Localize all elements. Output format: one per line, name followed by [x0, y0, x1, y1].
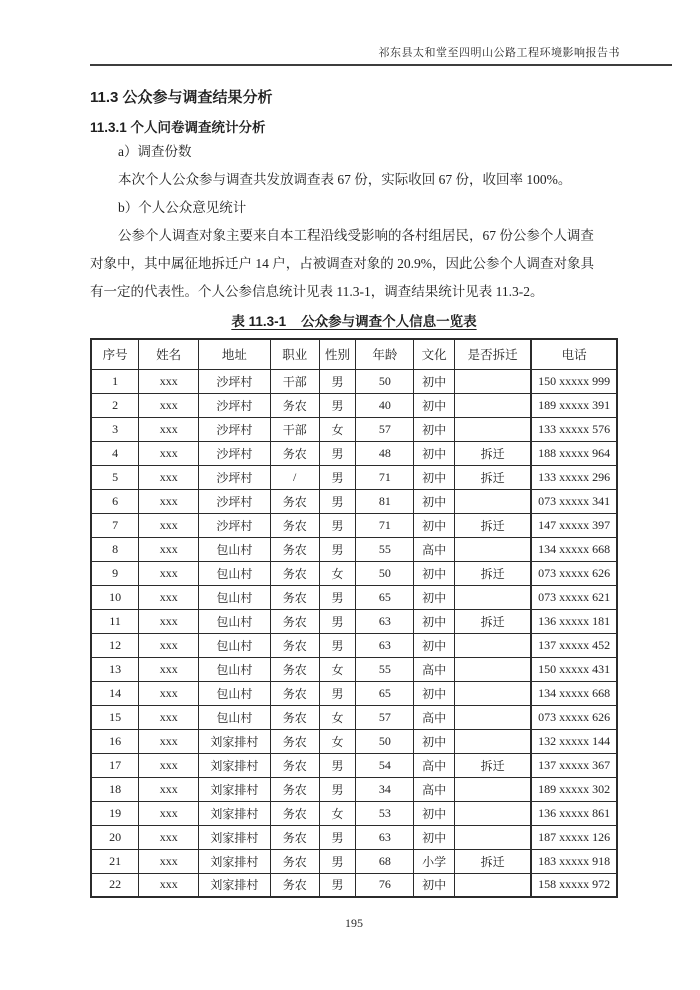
table-cell — [455, 393, 532, 417]
table-cell: 55 — [356, 657, 414, 681]
table-cell: 137 xxxxx 367 — [531, 753, 617, 777]
table-cell: 65 — [356, 681, 414, 705]
table-cell: 务农 — [270, 633, 319, 657]
table-cell: 初中 — [414, 393, 455, 417]
table-cell: 21 — [91, 849, 139, 873]
table-cell: 小学 — [414, 849, 455, 873]
table-cell: 高中 — [414, 657, 455, 681]
list-item-b: b）个人公众意见统计 — [118, 200, 247, 215]
table-cell: 高中 — [414, 705, 455, 729]
table-cell: 务农 — [270, 489, 319, 513]
table-cell: 5 — [91, 465, 139, 489]
table-row — [91, 801, 617, 825]
table-cell: 务农 — [270, 873, 319, 897]
table-cell: 务农 — [270, 729, 319, 753]
table-cell: 拆迁 — [455, 465, 532, 489]
table-cell: 9 — [91, 561, 139, 585]
table-cell: 63 — [356, 825, 414, 849]
table-cell: xxx — [139, 849, 199, 873]
table-cell: 71 — [356, 513, 414, 537]
table-cell: 13 — [91, 657, 139, 681]
table-cell — [455, 369, 532, 393]
table-cell: 136 xxxxx 861 — [531, 801, 617, 825]
table-cell: xxx — [139, 585, 199, 609]
table-cell: 11 — [91, 609, 139, 633]
table-cell: 男 — [319, 777, 356, 801]
paragraph-line: 有一定的代表性。个人公参信息统计见表 11.3-1，调查结果统计见表 11.3-2。 — [90, 284, 544, 299]
table-cell: 初中 — [414, 561, 455, 585]
table-row — [91, 873, 617, 897]
column-header: 姓名 — [139, 339, 199, 369]
table-cell: 188 xxxxx 964 — [531, 441, 617, 465]
table-cell: xxx — [139, 417, 199, 441]
table-cell: 干部 — [270, 417, 319, 441]
running-header-title: 祁东县太和堂至四明山公路工程环境影响报告书 — [378, 47, 620, 59]
table-cell: 初中 — [414, 369, 455, 393]
table-row — [91, 849, 617, 873]
table-cell: 7 — [91, 513, 139, 537]
table-row — [91, 489, 617, 513]
table-cell: 干部 — [270, 369, 319, 393]
table-cell — [455, 489, 532, 513]
table-cell: 拆迁 — [455, 849, 532, 873]
table-cell: 男 — [319, 393, 356, 417]
table-cell: 63 — [356, 609, 414, 633]
table-cell: 073 xxxxx 621 — [531, 585, 617, 609]
table-cell: 刘家排村 — [199, 729, 271, 753]
table-cell: 拆迁 — [455, 609, 532, 633]
table-cell: 17 — [91, 753, 139, 777]
table-row — [91, 633, 617, 657]
table-body — [91, 369, 617, 897]
table-cell: 女 — [319, 561, 356, 585]
table-cell: xxx — [139, 465, 199, 489]
table-cell: xxx — [139, 825, 199, 849]
table-cell: 3 — [91, 417, 139, 441]
table-cell: 务农 — [270, 681, 319, 705]
table-cell: 务农 — [270, 825, 319, 849]
table-cell: 073 xxxxx 626 — [531, 705, 617, 729]
table-cell: 拆迁 — [455, 513, 532, 537]
table-cell: xxx — [139, 513, 199, 537]
table-header-row — [91, 339, 617, 369]
table-row — [91, 777, 617, 801]
column-header: 文化 — [414, 339, 455, 369]
table-cell: 刘家排村 — [199, 873, 271, 897]
table-cell: 初中 — [414, 585, 455, 609]
survey-table — [90, 338, 618, 898]
column-header: 地址 — [199, 339, 271, 369]
table-cell: 81 — [356, 489, 414, 513]
table-cell: 初中 — [414, 801, 455, 825]
table-cell: 初中 — [414, 465, 455, 489]
table-cell: 女 — [319, 657, 356, 681]
table-row — [91, 441, 617, 465]
table-cell: 男 — [319, 633, 356, 657]
table-cell: 40 — [356, 393, 414, 417]
table-cell: 16 — [91, 729, 139, 753]
table-cell: 6 — [91, 489, 139, 513]
table-cell: 沙坪村 — [199, 441, 271, 465]
table-cell: xxx — [139, 753, 199, 777]
table-cell: 073 xxxxx 626 — [531, 561, 617, 585]
table-cell — [455, 585, 532, 609]
table-cell: 初中 — [414, 633, 455, 657]
table-cell: 136 xxxxx 181 — [531, 609, 617, 633]
list-item-a: a）调查份数 — [118, 144, 192, 159]
table-row — [91, 465, 617, 489]
table-cell — [455, 681, 532, 705]
table-cell: xxx — [139, 441, 199, 465]
table-cell: 包山村 — [199, 561, 271, 585]
table-cell: 50 — [356, 729, 414, 753]
table-cell: 沙坪村 — [199, 489, 271, 513]
table-cell: 初中 — [414, 609, 455, 633]
table-cell: 包山村 — [199, 657, 271, 681]
intro-sentence: 本次个人公众参与调查共发放调查表 67 份，实际收回 67 份，收回率 100%。 — [118, 172, 572, 187]
table-row — [91, 537, 617, 561]
table-cell: 50 — [356, 561, 414, 585]
table-cell: 初中 — [414, 441, 455, 465]
table-cell: 包山村 — [199, 609, 271, 633]
table-cell: 务农 — [270, 609, 319, 633]
table-cell: 1 — [91, 369, 139, 393]
column-header: 年龄 — [356, 339, 414, 369]
subsection-heading: 11.3.1 个人问卷调查统计分析 — [90, 120, 266, 135]
table-cell: 沙坪村 — [199, 417, 271, 441]
table-cell: 拆迁 — [455, 561, 532, 585]
table-cell: xxx — [139, 801, 199, 825]
table-cell: / — [270, 465, 319, 489]
table-cell — [455, 729, 532, 753]
table-row — [91, 369, 617, 393]
analysis-paragraph — [90, 222, 618, 306]
table-row — [91, 417, 617, 441]
table-cell: xxx — [139, 633, 199, 657]
table-cell: 务农 — [270, 441, 319, 465]
table-cell: 沙坪村 — [199, 369, 271, 393]
table-cell: 初中 — [414, 417, 455, 441]
column-header: 电话 — [531, 339, 617, 369]
column-header: 是否拆迁 — [455, 339, 532, 369]
running-header — [90, 46, 672, 66]
table-cell: 50 — [356, 369, 414, 393]
table-cell — [455, 417, 532, 441]
table-cell: 初中 — [414, 873, 455, 897]
table-cell: 拆迁 — [455, 753, 532, 777]
table-row — [91, 609, 617, 633]
column-header: 性别 — [319, 339, 356, 369]
table-cell: 4 — [91, 441, 139, 465]
table-cell — [455, 705, 532, 729]
table-cell: 刘家排村 — [199, 825, 271, 849]
table-cell: 务农 — [270, 777, 319, 801]
table-row — [91, 513, 617, 537]
table-cell: 男 — [319, 537, 356, 561]
table-cell: 男 — [319, 585, 356, 609]
table-cell: xxx — [139, 729, 199, 753]
table-cell: 2 — [91, 393, 139, 417]
table-cell: 150 xxxxx 999 — [531, 369, 617, 393]
table-cell: 刘家排村 — [199, 753, 271, 777]
table-cell: 133 xxxxx 296 — [531, 465, 617, 489]
table-cell: 10 — [91, 585, 139, 609]
table-cell: 48 — [356, 441, 414, 465]
table-cell: xxx — [139, 681, 199, 705]
column-header: 序号 — [91, 339, 139, 369]
table-cell: 男 — [319, 825, 356, 849]
table-cell: 147 xxxxx 397 — [531, 513, 617, 537]
table-cell: 男 — [319, 489, 356, 513]
table-cell: 55 — [356, 537, 414, 561]
table-row — [91, 753, 617, 777]
paragraph-line: 公参个人调查对象主要来自本工程沿线受影响的各村组居民，67 份公参个人调查 — [118, 228, 594, 243]
table-cell: 务农 — [270, 657, 319, 681]
table-cell: 务农 — [270, 513, 319, 537]
table-cell: 女 — [319, 417, 356, 441]
table-row — [91, 657, 617, 681]
table-cell: 包山村 — [199, 633, 271, 657]
table-cell: 沙坪村 — [199, 513, 271, 537]
table-cell: 男 — [319, 513, 356, 537]
table-caption-text: 表 11.3-1 公众参与调查个人信息一览表 — [231, 314, 477, 329]
table-row — [91, 825, 617, 849]
paragraph-line: 对象中，其中属征地拆迁户 14 户，占被调查对象的 20.9%，因此公参个人调查对象具 — [90, 256, 594, 271]
table-cell: 34 — [356, 777, 414, 801]
table-row — [91, 585, 617, 609]
table-cell: 初中 — [414, 489, 455, 513]
table-cell: 189 xxxxx 391 — [531, 393, 617, 417]
table-cell: 女 — [319, 705, 356, 729]
page-number: 195 — [345, 916, 363, 930]
table-cell: 189 xxxxx 302 — [531, 777, 617, 801]
table-cell: 53 — [356, 801, 414, 825]
table-cell: 150 xxxxx 431 — [531, 657, 617, 681]
table-cell: xxx — [139, 657, 199, 681]
table-cell: 女 — [319, 729, 356, 753]
table-cell — [455, 777, 532, 801]
table-cell: 务农 — [270, 561, 319, 585]
table-cell: 包山村 — [199, 585, 271, 609]
table-cell: 高中 — [414, 777, 455, 801]
table-cell: xxx — [139, 705, 199, 729]
table-cell: 男 — [319, 609, 356, 633]
table-cell: xxx — [139, 537, 199, 561]
table-cell: 沙坪村 — [199, 465, 271, 489]
table-cell: 女 — [319, 801, 356, 825]
document-content — [90, 88, 618, 931]
table-cell: 沙坪村 — [199, 393, 271, 417]
table-row — [91, 705, 617, 729]
table-cell: 22 — [91, 873, 139, 897]
table-cell: xxx — [139, 609, 199, 633]
table-cell: 刘家排村 — [199, 849, 271, 873]
table-cell: 务农 — [270, 537, 319, 561]
table-cell: 男 — [319, 441, 356, 465]
table-cell — [455, 657, 532, 681]
table-cell — [455, 825, 532, 849]
table-cell: 57 — [356, 417, 414, 441]
table-cell: xxx — [139, 777, 199, 801]
table-cell: 男 — [319, 465, 356, 489]
table-cell: 包山村 — [199, 681, 271, 705]
column-header: 职业 — [270, 339, 319, 369]
table-cell: 刘家排村 — [199, 777, 271, 801]
table-cell: 男 — [319, 369, 356, 393]
table-cell: 15 — [91, 705, 139, 729]
table-cell: 拆迁 — [455, 441, 532, 465]
table-cell: 158 xxxxx 972 — [531, 873, 617, 897]
table-cell: 务农 — [270, 801, 319, 825]
table-cell: 务农 — [270, 849, 319, 873]
table-cell: 初中 — [414, 729, 455, 753]
table-cell: 包山村 — [199, 705, 271, 729]
table-row — [91, 393, 617, 417]
table-cell: xxx — [139, 393, 199, 417]
table-cell: 12 — [91, 633, 139, 657]
table-row — [91, 561, 617, 585]
table-cell: 137 xxxxx 452 — [531, 633, 617, 657]
table-cell: 073 xxxxx 341 — [531, 489, 617, 513]
table-cell: 男 — [319, 681, 356, 705]
table-cell: 68 — [356, 849, 414, 873]
section-heading: 11.3 公众参与调查结果分析 — [90, 89, 273, 106]
table-cell: 初中 — [414, 513, 455, 537]
table-cell — [455, 873, 532, 897]
table-cell: xxx — [139, 369, 199, 393]
table-cell: 71 — [356, 465, 414, 489]
table-cell: 初中 — [414, 825, 455, 849]
table-cell: 133 xxxxx 576 — [531, 417, 617, 441]
table-cell: 包山村 — [199, 537, 271, 561]
table-cell: 14 — [91, 681, 139, 705]
table-cell: 19 — [91, 801, 139, 825]
table-cell: 初中 — [414, 681, 455, 705]
table-cell: 65 — [356, 585, 414, 609]
table-cell: 男 — [319, 849, 356, 873]
table-cell — [455, 801, 532, 825]
table-row — [91, 681, 617, 705]
table-caption — [90, 310, 618, 334]
table-cell: 20 — [91, 825, 139, 849]
table-cell: 8 — [91, 537, 139, 561]
table-cell: 高中 — [414, 753, 455, 777]
table-cell: 76 — [356, 873, 414, 897]
table-cell: xxx — [139, 561, 199, 585]
table-cell: xxx — [139, 489, 199, 513]
table-cell — [455, 537, 532, 561]
table-cell: 134 xxxxx 668 — [531, 681, 617, 705]
table-cell: 183 xxxxx 918 — [531, 849, 617, 873]
table-cell: 务农 — [270, 585, 319, 609]
table-cell: 63 — [356, 633, 414, 657]
table-cell: 刘家排村 — [199, 801, 271, 825]
table-cell: 务农 — [270, 393, 319, 417]
table-cell: 54 — [356, 753, 414, 777]
table-cell: 男 — [319, 873, 356, 897]
table-cell: 134 xxxxx 668 — [531, 537, 617, 561]
table-cell: 57 — [356, 705, 414, 729]
table-cell: 187 xxxxx 126 — [531, 825, 617, 849]
table-cell: 务农 — [270, 753, 319, 777]
table-row — [91, 729, 617, 753]
table-cell: 务农 — [270, 705, 319, 729]
table-cell: 132 xxxxx 144 — [531, 729, 617, 753]
table-cell: 男 — [319, 753, 356, 777]
table-cell: xxx — [139, 873, 199, 897]
table-cell: 高中 — [414, 537, 455, 561]
table-cell — [455, 633, 532, 657]
table-cell: 18 — [91, 777, 139, 801]
